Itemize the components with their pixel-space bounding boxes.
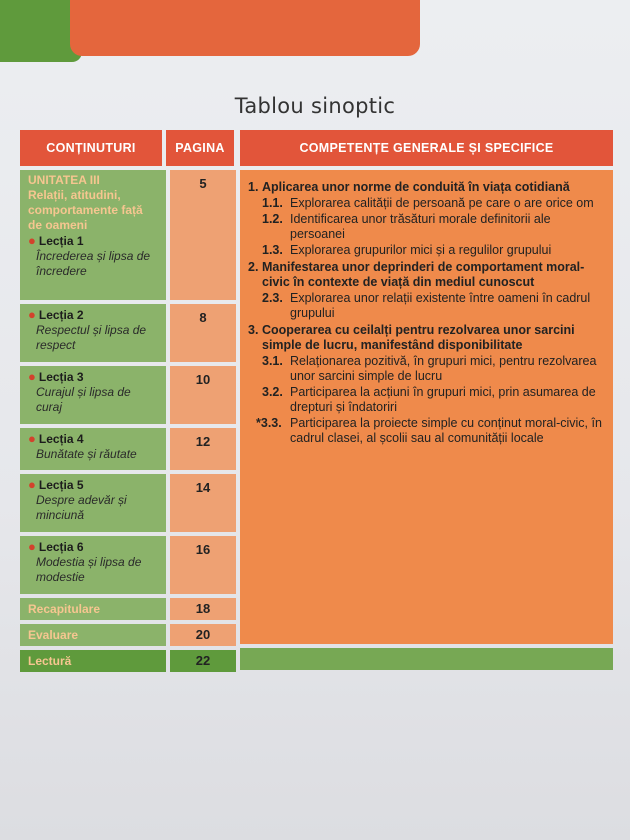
page-number: 10 bbox=[170, 366, 236, 424]
competence-3-2: 3.2. Participarea la acțiuni în grupuri mici, prin asumarea de drepturi și îndatoriri bbox=[262, 385, 596, 414]
competence-1: 1. Aplicarea unor norme de conduită în viața cotidiană bbox=[248, 180, 570, 194]
competence-1-3: 1.3. Explorarea grupurilor mici și a regulilor grupului bbox=[262, 243, 552, 257]
table-row-lesson-4 bbox=[20, 428, 240, 470]
synoptic-table bbox=[20, 130, 614, 672]
lesson-cell: ● Lecția 4 Bunătate și răutate bbox=[20, 428, 166, 470]
page-number: 18 bbox=[170, 598, 236, 620]
table-bottom-band bbox=[240, 648, 613, 670]
lesson-cell: ● Lecția 3 Curajul și lipsa de curaj bbox=[20, 366, 166, 424]
table-row-recapitulare bbox=[20, 598, 240, 620]
reading-label: Lectură bbox=[20, 650, 166, 672]
bullet-icon: ● bbox=[28, 233, 36, 248]
table-row-lesson-6 bbox=[20, 536, 240, 594]
page-number: 14 bbox=[170, 474, 236, 532]
bullet-icon: ● bbox=[28, 307, 36, 322]
unit-subtitle: Relații, atitudini, comportamente față de oameni bbox=[28, 188, 143, 232]
bullet-icon: ● bbox=[28, 369, 36, 384]
lesson-cell: ● Lecția 2 Respectul și lipsa de respect bbox=[20, 304, 166, 362]
competence-1-2: 1.2. Identificarea unor trăsături morale definitorii ale persoanei bbox=[262, 212, 551, 241]
page-title: Tablou sinoptic bbox=[234, 94, 396, 118]
decorative-orange-banner bbox=[70, 0, 420, 56]
page-number: 22 bbox=[170, 650, 236, 672]
bullet-icon: ● bbox=[28, 431, 36, 446]
recap-label: Recapitulare bbox=[20, 598, 166, 620]
header-competences: COMPETENȚE GENERALE ȘI SPECIFICE bbox=[240, 130, 613, 166]
bullet-icon: ● bbox=[28, 477, 36, 492]
lesson-cell: ● Lecția 6 Modestia și lipsa de modestie bbox=[20, 536, 166, 594]
page-number: 16 bbox=[170, 536, 236, 594]
header-contents: CONȚINUTURI bbox=[20, 130, 162, 166]
unit-label: UNITATEA III bbox=[28, 173, 100, 187]
competences-cell bbox=[240, 170, 613, 644]
page-number: 20 bbox=[170, 624, 236, 646]
lesson-1-title: ● Lecția 1 bbox=[28, 233, 84, 248]
competence-1-1: 1.1. Explorarea calității de persoană pe care o are orice om bbox=[262, 196, 594, 210]
table-row-lesson-3 bbox=[20, 366, 240, 424]
competence-2-3: 2.3. Explorarea unor relații existente între oameni în cadrul grupului bbox=[262, 291, 591, 320]
page-number: 5 bbox=[170, 170, 236, 300]
table-row-lesson-2 bbox=[20, 304, 240, 362]
lesson-1-topic: Încrederea și lipsa de încredere bbox=[36, 249, 151, 278]
table-row-lectura bbox=[20, 650, 240, 672]
competence-3: 3. Cooperarea cu ceilalți pentru rezolvarea unor sarcini simple de lucru, manifestând disponibilitate bbox=[248, 323, 575, 352]
evaluation-label: Evaluare bbox=[20, 624, 166, 646]
lesson-cell: ● Lecția 5 Despre adevăr și minciună bbox=[20, 474, 166, 532]
unit-cell bbox=[20, 170, 166, 300]
table-row-unit bbox=[20, 170, 240, 300]
table-row-lesson-5 bbox=[20, 474, 240, 532]
competence-3-1: 3.1. Relaționarea pozitivă, în grupuri mici, pentru rezolvarea unor sarcini simple de lucru bbox=[262, 354, 597, 383]
header-page: PAGINA bbox=[166, 130, 234, 166]
bullet-icon: ● bbox=[28, 539, 36, 554]
page-number: 12 bbox=[170, 428, 236, 470]
page-number: 8 bbox=[170, 304, 236, 362]
competence-2: 2. Manifestarea unor deprinderi de comportament moral-civic în contexte de viață din mediul cunoscut bbox=[248, 260, 585, 289]
table-row-evaluare bbox=[20, 624, 240, 646]
competence-3-3: *3.3. Participarea la proiecte simple cu conținut moral-civic, în cadrul clasei, al școlii sau al comunității locale bbox=[256, 416, 602, 445]
